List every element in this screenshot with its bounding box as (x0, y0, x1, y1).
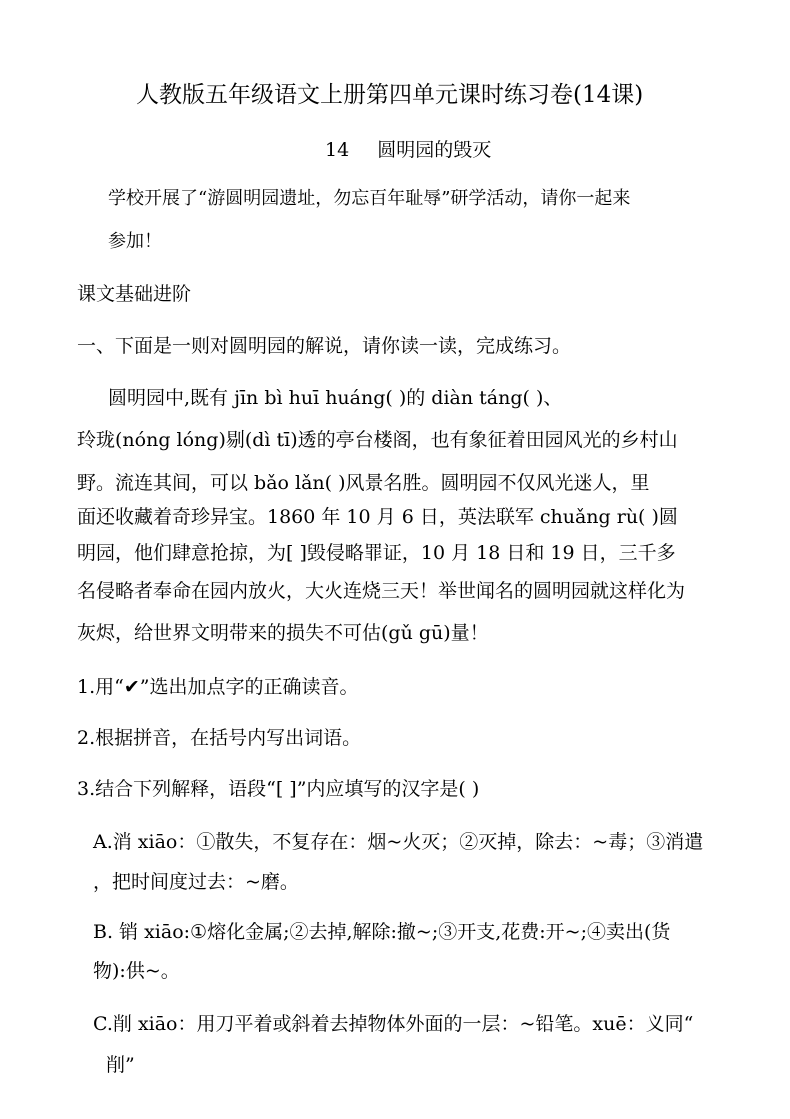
task-1: 1.用“✔”选出加点字的正确读音。 (77, 676, 359, 698)
lesson-name: 圆明园的毁灭 (377, 139, 492, 161)
option-a-line-2: ，把时间度过去：~磨。 (93, 871, 299, 893)
passage-line-6: 名侵略者奉命在园内放火，大火连烧三天！举世闻名的圆明园就这样化为 (77, 580, 686, 602)
option-c-line-2: 削” (106, 1054, 135, 1076)
option-b-line-1: B. 销 xiāo:①熔化金属;②去掉,解除:撤~;③开支,花费:开~;④卖出(货 (93, 921, 671, 943)
task-2: 2.根据拼音，在括号内写出词语。 (77, 727, 362, 749)
passage-line-4: 面还收藏着奇珍异宝。1860 年 10 月 6 日，英法联军 chuǎng rù( )圆 (77, 506, 678, 528)
intro-line-1: 学校开展了“游圆明园遗址，勿忘百年耻辱”研学活动，请你一起来 (108, 188, 631, 209)
section-heading: 课文基础进阶 (77, 283, 192, 305)
intro-line-2: 参加！ (108, 231, 162, 252)
passage-line-3: 野。流连其间，可以 bǎo lǎn( )风景名胜。圆明园不仅风光迷人，里 (77, 472, 650, 494)
task-3: 3.结合下列解释，语段“[ ]”内应填写的汉字是( ) (77, 778, 480, 800)
question-1-heading: 一、下面是一则对圆明园的解说，请你读一读，完成练习。 (77, 335, 572, 357)
passage-line-2: 玲珑(nóng lóng)剔(dì tī)透的亭台楼阁，也有象征着田园风光的乡村山 (77, 429, 678, 451)
page-title: 人教版五年级语文上册第四单元课时练习卷(14课) (136, 82, 644, 108)
option-b-line-2: 物):供~。 (93, 960, 180, 982)
option-c-line-1: C.削 xiāo：用刀平着或斜着去掉物体外面的一层：~铅笔。xuē：义同“ (93, 1013, 694, 1035)
passage-line-1: 圆明园中,既有 jīn bì huī huáng( )的 diàn táng( )、 (108, 387, 563, 409)
lesson-subtitle (325, 137, 491, 163)
option-a-line-1: A.消 xiāo：①散失，不复存在：烟~火灭；②灭掉，除去：~毒；③消遣 (93, 831, 704, 853)
passage-line-7: 灰烬，给世界文明带来的损失不可估(gǔ gū)量！ (77, 622, 489, 644)
passage-line-5: 明园，他们肆意抢掠，为[ ]毁侵略罪证，10 月 18 日和 19 日，三千多 (77, 542, 676, 564)
lesson-number: 14 (325, 139, 350, 161)
